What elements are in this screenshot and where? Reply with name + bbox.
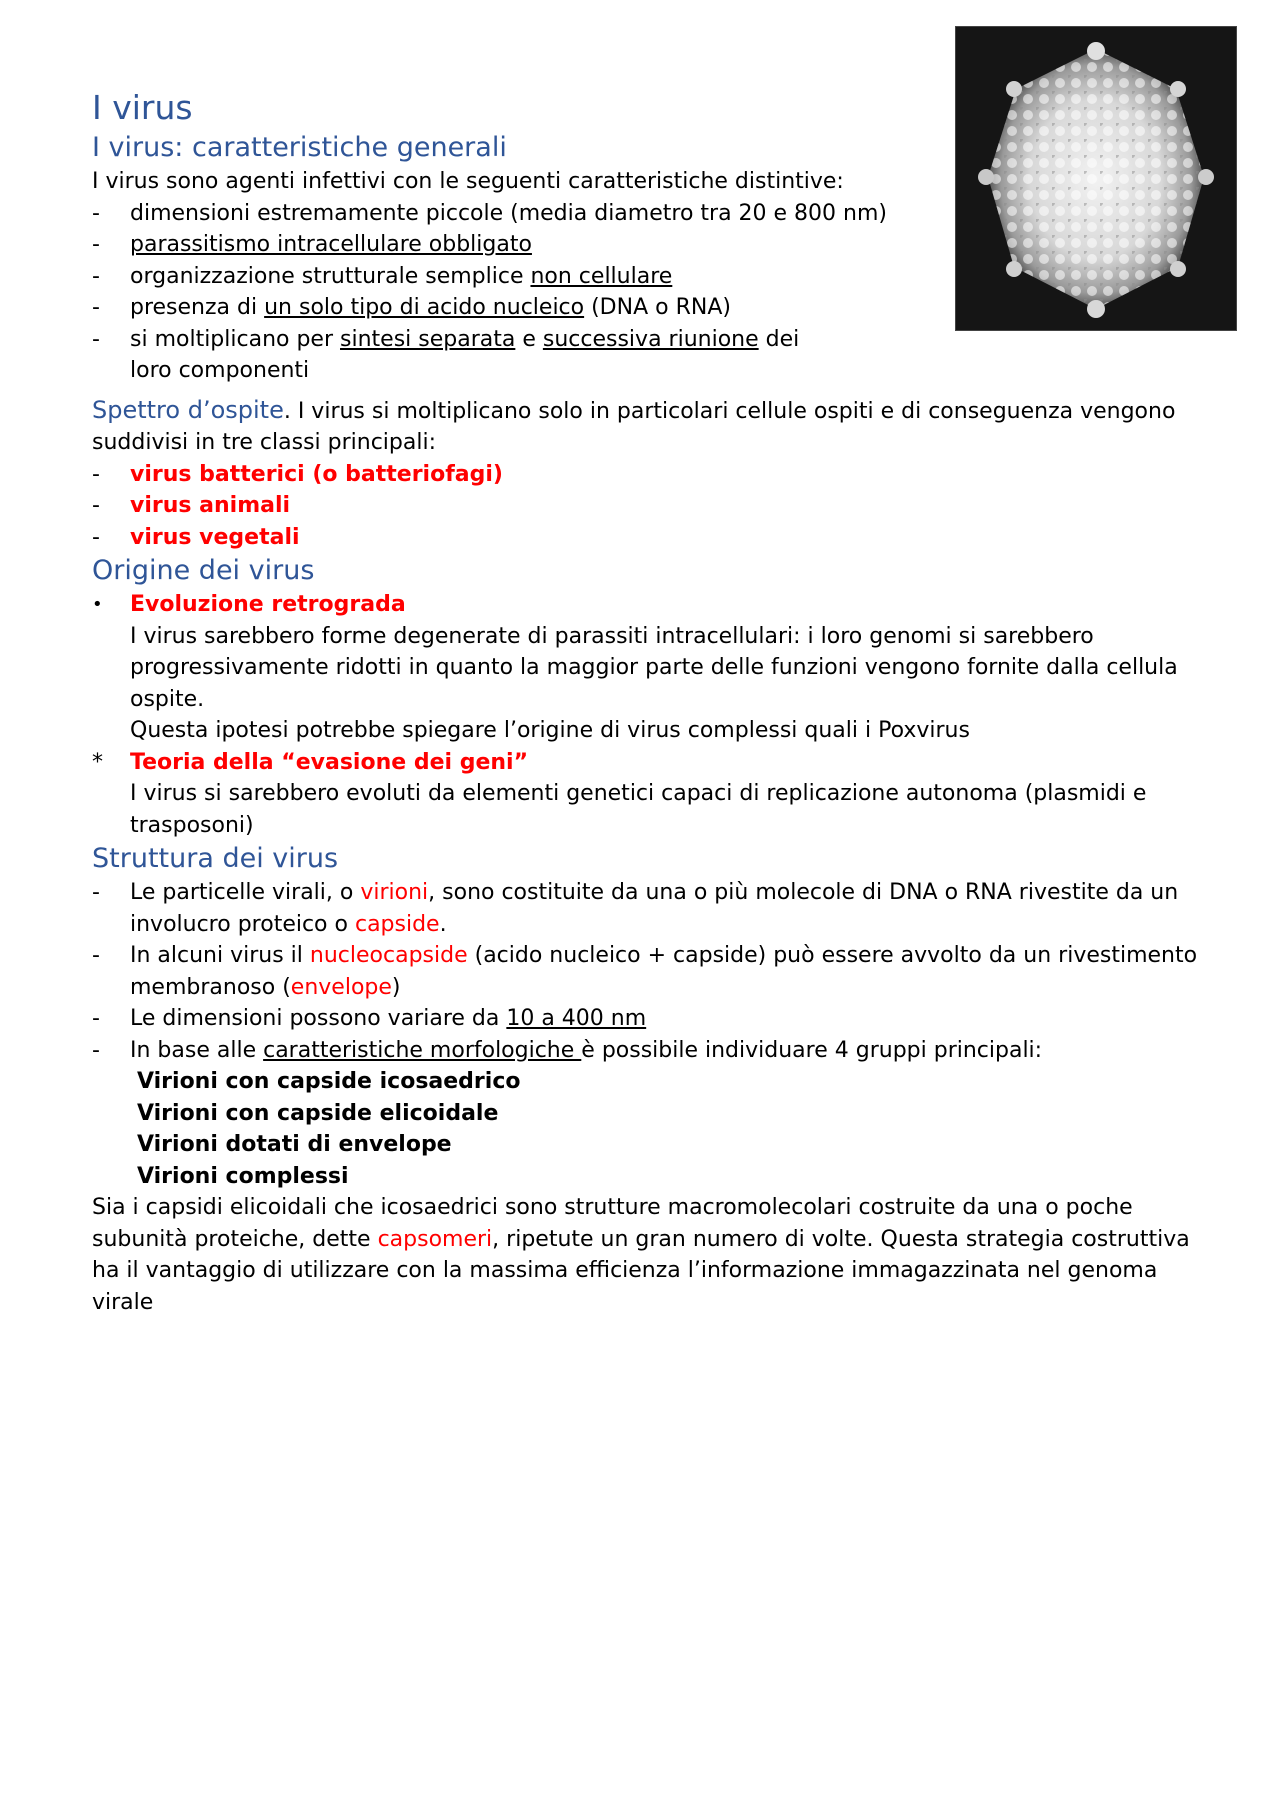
- list-item: - In base alle caratteristiche morfologiche è possibile individuare 4 gruppi principali:: [92, 1037, 1043, 1063]
- virion-group: Virioni con capside icosaedrico: [137, 1069, 521, 1094]
- document-body: [92, 86, 1202, 1318]
- list-item: - Le particelle virali, o virioni, sono costituite da una o più molecole di DNA o RNA rivestite da un involucro proteico o capside.: [92, 880, 1179, 937]
- list-item: - parassitismo intracellulare obbligato: [92, 232, 532, 257]
- list-item: - presenza di un solo tipo di acido nucleico (DNA o RNA): [92, 295, 731, 320]
- section-intro: I virus sono agenti infettivi con le seguenti caratteristiche distintive:: [92, 169, 844, 194]
- virion-groups: [92, 1066, 1202, 1192]
- section-heading-caratteristiche: I virus: caratteristiche generali: [92, 132, 507, 163]
- characteristics-list: [92, 198, 1202, 387]
- list-item: - virus animali: [92, 493, 291, 518]
- section-heading-struttura: Struttura dei virus: [92, 843, 339, 874]
- list-item: - virus vegetali: [92, 524, 300, 550]
- section-heading-spettro: Spettro d’ospite: [92, 395, 284, 424]
- virion-group: Virioni con capside elicoidale: [137, 1100, 499, 1126]
- list-item: - Le dimensioni possono variare da 10 a 400 nm: [92, 1006, 647, 1031]
- spettro-paragraph: Spettro d’ospite. I virus si moltiplicano solo in particolari cellule ospiti e di conseguenza vengono suddivisi in tre classi principali:: [92, 395, 1176, 455]
- list-item: - dimensioni estremamente piccole (media diametro tra 20 e 800 nm): [92, 200, 888, 226]
- closing-paragraph: Sia i capsidi elicoidali che icosaedrici sono strutture macromolecolari costruite da una o poche subunità proteiche, dette capsomeri, ripetute un gran numero di volte. Questa strategia costruttiva ha il vantaggio di utilizzare con la massima efficienza l’informazione immagazzinata nel genoma virale: [92, 1195, 1190, 1315]
- list-item: - si moltiplicano per sintesi separata e successiva riunione dei loro componenti: [92, 326, 800, 383]
- structure-list: [92, 877, 1202, 1066]
- page-title: I virus: [92, 88, 193, 127]
- section-heading-origine: Origine dei virus: [92, 555, 315, 586]
- list-item: - organizzazione strutturale semplice non cellulare: [92, 263, 673, 289]
- list-item: • Evoluzione retrograda I virus sarebbero forme degenerate di parassiti intracellulari: i loro genomi si sarebbero progressivamente ridotti in quanto la maggior parte delle funzioni vengono fornite dalla cellula ospite. Questa ipotesi potrebbe spiegare l’origine di virus complessi quali i Poxvirus: [92, 592, 1178, 743]
- virion-group: Virioni complessi: [137, 1163, 349, 1189]
- origin-theories-list: [92, 589, 1202, 841]
- list-item: - virus batterici (o batteriofagi): [92, 461, 503, 487]
- host-classes-list: [92, 459, 1202, 554]
- list-item: * Teoria della “evasione dei geni” I virus si sarebbero evoluti da elementi genetici capaci di replicazione autonoma (plasmidi e trasposoni): [92, 749, 1147, 838]
- list-item: - In alcuni virus il nucleocapside (acido nucleico + capside) può essere avvolto da un rivestimento membranoso (envelope): [92, 943, 1198, 1000]
- virion-group: Virioni dotati di envelope: [137, 1132, 452, 1157]
